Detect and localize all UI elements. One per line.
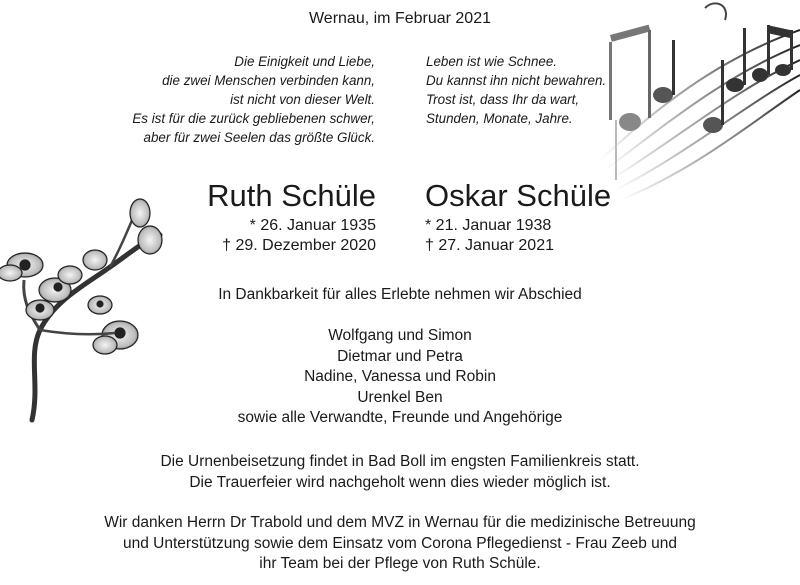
thanks-line: und Unterstützung sowie dem Einsatz vom Corona Pflegedienst - Frau Zeeb und [123, 534, 677, 552]
poem-line: die zwei Menschen verbinden kann, [162, 73, 375, 88]
farewell-line: In Dankbarkeit für alles Erlebte nehmen wir Abschied [218, 286, 582, 303]
family-list [0, 326, 800, 429]
poem-line: ist nicht von dieser Welt. [230, 92, 375, 107]
place-date-line: Wernau, im Februar 2021 [308, 10, 491, 27]
poem-line: Trost ist, dass Ihr da wart, [426, 92, 580, 107]
thanks-text [0, 513, 800, 575]
birth-date: * 26. Januar 1935 [249, 217, 376, 234]
service-info [0, 452, 800, 493]
death-date: † 27. Januar 2021 [425, 237, 554, 254]
family-line: Dietmar und Petra [337, 347, 463, 365]
death-date: † 29. Dezember 2020 [222, 237, 376, 254]
thanks-line: Wir danken Herrn Dr Trabold und dem MVZ in Wernau für die medizinische Betreuung [104, 514, 696, 531]
family-line: sowie alle Verwandte, Freunde und Angehörige [237, 409, 563, 426]
poem-line: aber für zwei Seelen das größte Glück. [143, 130, 375, 145]
deceased-name-ruth: Ruth Schüle [207, 178, 376, 213]
service-line: Die Urnenbeisetzung findet in Bad Boll im engsten Familienkreis statt. [160, 453, 640, 470]
poem-line: Du kannst ihn nicht bewahren. [426, 73, 607, 88]
poem-left [60, 52, 375, 147]
deceased-dates-oskar [425, 216, 554, 256]
deceased-dates-ruth [150, 216, 376, 256]
birth-date: * 21. Januar 1938 [425, 217, 552, 234]
poem-line: Die Einigkeit und Liebe, [234, 54, 375, 69]
family-line: Nadine, Vanessa und Robin [304, 368, 496, 385]
family-line: Wolfgang und Simon [328, 327, 472, 344]
family-line: Urenkel Ben [357, 388, 443, 406]
poem-line: Stunden, Monate, Jahre. [426, 111, 573, 126]
poem-right [426, 52, 666, 128]
poem-line: Es ist für die zurück gebliebenen schwer, [132, 111, 375, 126]
poem-line: Leben ist wie Schnee. [426, 54, 558, 69]
thanks-line: ihr Team bei der Pflege von Ruth Schüle. [259, 555, 541, 572]
deceased-name-oskar: Oskar Schüle [425, 178, 612, 213]
service-line: Die Trauerfeier wird nachgeholt wenn dies wieder möglich ist. [189, 473, 611, 491]
